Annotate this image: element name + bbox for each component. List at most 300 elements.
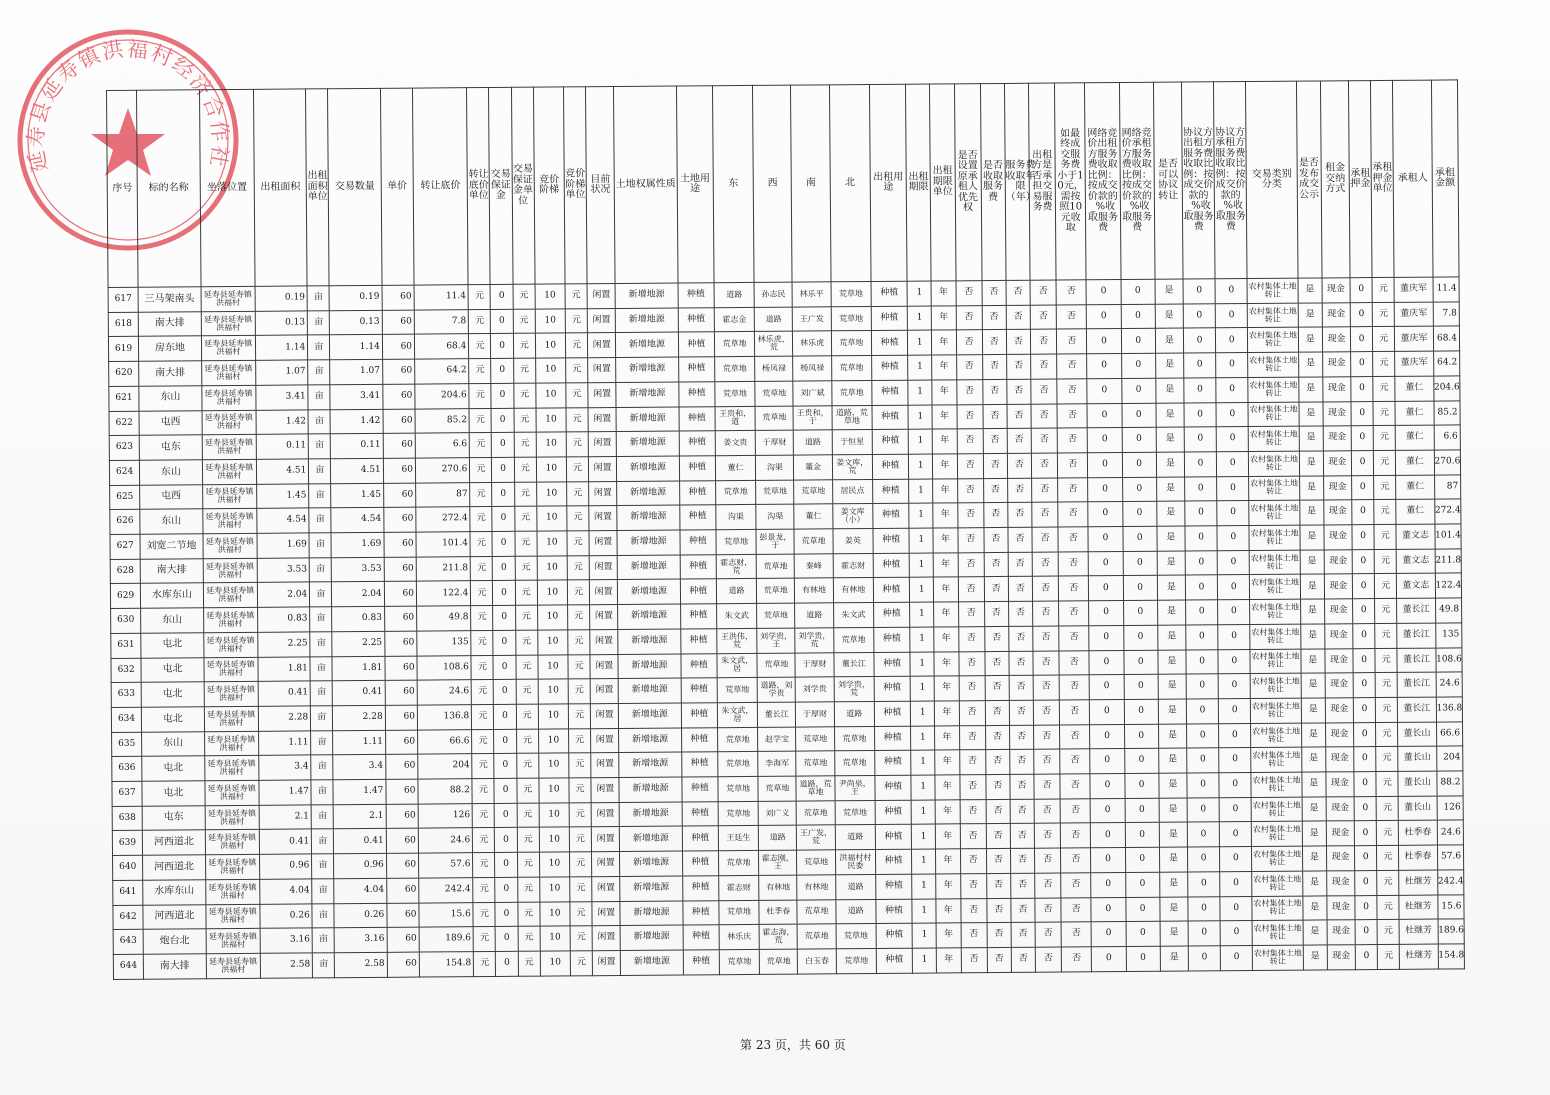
table-cell: 亩 (312, 854, 334, 879)
table-cell: 亩 (309, 508, 331, 533)
table-cell: 闲置 (592, 901, 620, 926)
table-cell: 霍志刚，王 (759, 850, 797, 875)
table-cell: 亩 (312, 879, 334, 904)
table-cell: 道路，荒草地 (832, 405, 872, 430)
table-cell: 闲置 (591, 778, 619, 803)
table-cell: 沟渠 (756, 504, 794, 529)
table-cell: 元 (469, 309, 491, 334)
table-cell: 0 (1188, 872, 1220, 897)
table-cell: 4.54 (331, 508, 384, 533)
table-cell: 元 (1377, 846, 1399, 871)
table-cell: 种植 (872, 380, 908, 405)
table-cell: 闲置 (589, 531, 617, 556)
table-cell: 屯北 (141, 657, 204, 682)
table-cell: 0 (1184, 402, 1216, 427)
table-cell: 种植 (683, 950, 719, 975)
table-cell: 否 (1058, 552, 1088, 577)
table-cell: 亩 (312, 903, 334, 928)
column-header: 承租人 (1393, 80, 1433, 277)
table-cell: 60 (387, 952, 419, 977)
table-cell: 10 (538, 630, 568, 655)
column-header: 承租押金 (1349, 81, 1373, 278)
table-cell: 0 (1217, 451, 1249, 476)
table-cell: 3.41 (330, 384, 383, 409)
table-cell: 10 (535, 333, 565, 358)
table-cell: 2.25 (258, 632, 311, 657)
table-cell: 否 (1030, 329, 1056, 354)
table-cell: 新增地源 (621, 950, 684, 976)
table-cell: 年 (934, 676, 958, 701)
table-cell: 新增地源 (620, 876, 683, 901)
table-cell: 董仁 (1396, 475, 1434, 500)
table-cell: 道路，荒草地 (796, 776, 834, 801)
table-cell: 亩 (310, 656, 332, 681)
table-cell: 农村集体土地转让 (1252, 822, 1303, 847)
table-cell: 新增地源 (618, 654, 681, 679)
table-cell: 0.96 (334, 853, 387, 878)
table-cell: 否 (1009, 626, 1033, 651)
table-cell: 108.6 (417, 655, 472, 680)
table-cell: 是 (1302, 821, 1326, 846)
table-cell: 0 (1351, 426, 1373, 451)
table-cell: 王贵和，于 (793, 405, 831, 430)
table-cell: 种植 (876, 948, 912, 973)
table-cell: 元 (567, 506, 589, 531)
table-cell: 637 (112, 781, 142, 806)
table-cell: 0 (1186, 674, 1218, 699)
table-cell: 元 (469, 383, 491, 408)
table-cell: 641 (113, 880, 143, 905)
table-cell: 元 (566, 407, 588, 432)
table-cell: 姜英 (833, 529, 873, 554)
table-cell: 135 (417, 630, 472, 655)
table-cell: 否 (1061, 947, 1091, 972)
table-cell: 元 (569, 827, 591, 852)
table-cell: 0 (492, 482, 514, 507)
table-cell: 元 (471, 630, 493, 655)
table-cell: 0 (1350, 302, 1372, 327)
table-cell: 否 (986, 849, 1010, 874)
table-cell: 15.6 (1437, 894, 1464, 919)
table-cell: 60 (386, 829, 418, 854)
column-header: 交易保证金单位 (511, 87, 535, 284)
table-cell: 1.69 (331, 532, 384, 557)
table-cell: 85.2 (415, 408, 470, 433)
table-cell: 0 (1185, 476, 1217, 501)
table-cell: 否 (983, 453, 1007, 478)
table-cell: 董长山 (1398, 771, 1436, 796)
table-cell: 0 (1186, 649, 1218, 674)
table-cell: 1.47 (333, 779, 386, 804)
table-cell: 元 (1377, 870, 1399, 895)
table-cell: 122.4 (1435, 573, 1462, 598)
table-cell: 于厚财 (755, 430, 793, 455)
table-cell: 否 (1011, 923, 1035, 948)
table-cell: 年 (935, 701, 959, 726)
table-cell: 0 (1352, 475, 1374, 500)
table-cell: 延寿县延寿镇洪福村 (205, 854, 260, 879)
table-cell: 0 (494, 680, 516, 705)
table-cell: 元 (472, 704, 494, 729)
table-cell: 否 (986, 873, 1010, 898)
table-cell: 0 (1350, 327, 1372, 352)
table-cell: 否 (986, 774, 1010, 799)
table-cell: 0 (1353, 623, 1375, 648)
table-cell: 种植 (876, 899, 912, 924)
table-cell: 是 (1156, 427, 1184, 452)
table-cell: 农村集体土地转让 (1250, 624, 1301, 649)
table-cell: 元 (1372, 277, 1394, 302)
table-cell: 闲置 (589, 555, 617, 580)
table-cell: 7.8 (1433, 302, 1460, 327)
table-cell: 新增地源 (616, 407, 679, 432)
table-cell: 元 (514, 506, 536, 531)
table-cell: 0 (1354, 747, 1376, 772)
table-cell: 1 (910, 577, 934, 602)
table-cell: 董长江 (1397, 598, 1435, 623)
table-cell: 否 (1032, 576, 1058, 601)
table-cell: 634 (111, 707, 141, 732)
table-cell: 1 (910, 676, 934, 701)
table-cell: 0 (1353, 698, 1375, 723)
table-cell: 10 (536, 383, 566, 408)
column-header: 序号 (107, 90, 139, 287)
table-cell: 年 (936, 849, 960, 874)
table-cell: 否 (958, 577, 984, 602)
table-cell: 否 (959, 725, 985, 750)
table-cell: 是 (1301, 747, 1325, 772)
table-cell: 是 (1160, 897, 1188, 922)
column-header: 土地用途 (676, 86, 714, 283)
table-cell: 杜继芳 (1400, 944, 1438, 969)
table-cell: 否 (1059, 700, 1089, 725)
table-cell: 是 (1303, 896, 1327, 921)
table-cell: 闲置 (589, 481, 617, 506)
column-header: 西 (753, 85, 793, 282)
table-cell: 延寿县延寿镇洪福村 (202, 410, 257, 435)
table-cell: 否 (982, 330, 1006, 355)
table-cell: 1.45 (257, 484, 310, 509)
table-cell: 154.8 (419, 952, 474, 977)
column-header: 出租期限单位 (930, 84, 956, 281)
table-cell: 种植 (679, 406, 715, 431)
table-cell: 元 (1374, 500, 1396, 525)
table-cell: 68.4 (414, 334, 469, 359)
table-cell: 元 (565, 284, 587, 309)
table-cell: 1 (912, 874, 936, 899)
table-cell: 年 (937, 948, 961, 973)
table-cell: 农村集体土地转让 (1250, 649, 1301, 674)
table-cell: 新增地源 (617, 481, 680, 506)
table-cell: 1 (912, 948, 936, 973)
table-cell: 荒草地 (834, 751, 874, 776)
table-cell: 126 (418, 803, 473, 828)
table-cell: 0 (1354, 772, 1376, 797)
table-cell: 0 (493, 630, 515, 655)
table-cell: 荒草地 (717, 727, 757, 752)
table-cell: 628 (110, 559, 140, 584)
column-header: 交易类别分类 (1246, 81, 1298, 278)
table-cell: 否 (1058, 502, 1088, 527)
table-cell: 元 (1373, 376, 1395, 401)
table-cell: 4.04 (260, 879, 313, 904)
table-cell: 0 (1126, 922, 1160, 947)
table-cell: 是 (1157, 551, 1185, 576)
table-cell: 204.6 (1433, 376, 1460, 401)
table-cell: 0 (1220, 847, 1252, 872)
table-cell: 元 (514, 457, 536, 482)
table-cell: 否 (1033, 675, 1059, 700)
table-cell: 2.28 (258, 706, 311, 731)
table-cell: 种植 (872, 405, 908, 430)
table-cell: 炮台北 (143, 929, 206, 954)
table-cell: 荒草地 (836, 924, 876, 949)
table-cell: 延寿县延寿镇洪福村 (204, 682, 259, 707)
table-cell: 元 (470, 433, 492, 458)
table-cell: 是 (1156, 378, 1184, 403)
table-cell: 否 (984, 552, 1008, 577)
table-cell: 亩 (312, 928, 334, 953)
table-cell: 延寿县延寿镇洪福村 (201, 360, 256, 385)
table-cell: 否 (1032, 527, 1058, 552)
table-cell: 0 (493, 556, 515, 581)
table-cell: 董长山 (1398, 722, 1436, 747)
table-cell: 10 (537, 506, 567, 531)
table-cell: 否 (986, 824, 1010, 849)
table-cell: 荒草地 (718, 752, 758, 777)
table-cell: 0 (1090, 699, 1124, 724)
table-cell: 是 (1298, 377, 1322, 402)
table-cell: 49.8 (417, 606, 472, 631)
table-cell: 1 (912, 899, 936, 924)
table-cell: 元 (473, 902, 495, 927)
table-cell: 元 (1374, 475, 1396, 500)
table-cell: 种植 (678, 307, 714, 332)
table-cell: 年 (936, 824, 960, 849)
table-cell: 延寿县延寿镇洪福村 (204, 731, 259, 756)
table-cell: 0 (496, 951, 518, 976)
table-cell: 新增地源 (616, 382, 679, 407)
table-cell: 延寿县延寿镇洪福村 (201, 336, 256, 361)
table-cell: 否 (1035, 873, 1061, 898)
table-cell: 年 (935, 750, 959, 775)
table-cell: 种植 (681, 727, 717, 752)
table-cell: 60 (385, 730, 417, 755)
table-cell: 元 (569, 802, 591, 827)
table-cell: 639 (112, 831, 142, 856)
table-cell: 种植 (682, 876, 718, 901)
table-cell: 6.6 (1434, 425, 1461, 450)
table-cell: 道路 (714, 282, 754, 307)
table-cell: 0 (1124, 675, 1158, 700)
table-cell: 否 (1060, 749, 1090, 774)
table-cell: 荒草地 (798, 924, 836, 949)
table-cell: 河西道北 (143, 904, 206, 929)
table-cell: 新增地源 (618, 629, 681, 654)
table-cell: 屯北 (142, 781, 205, 806)
column-header: 如最终成交服务费小于10元，需按照10元收取 (1055, 83, 1087, 280)
table-cell: 亩 (310, 681, 332, 706)
table-cell: 种植 (683, 900, 719, 925)
table-cell: 0 (1089, 675, 1123, 700)
table-cell: 是 (1300, 624, 1324, 649)
table-cell: 60 (385, 631, 417, 656)
table-cell: 0.26 (334, 903, 387, 928)
table-cell: 136.8 (1436, 697, 1463, 722)
table-cell: 荒草地 (715, 381, 755, 406)
table-cell: 元 (1376, 771, 1398, 796)
table-cell: 霍志财 (719, 875, 759, 900)
table-cell: 荒草地 (797, 801, 835, 826)
table-cell: 57.6 (418, 853, 473, 878)
table-cell: 农村集体土地转让 (1252, 920, 1303, 945)
table-cell: 2.58 (335, 952, 388, 977)
table-cell: 亩 (309, 459, 331, 484)
table-cell: 617 (108, 287, 138, 312)
table-cell: 否 (956, 355, 982, 380)
table-cell: 道路 (794, 430, 832, 455)
table-cell: 农村集体土地转让 (1249, 525, 1300, 550)
table-cell: 0 (1355, 870, 1377, 895)
table-cell: 年 (935, 775, 959, 800)
table-cell: 60 (386, 804, 418, 829)
table-cell: 亩 (308, 385, 330, 410)
table-cell: 林乐虎 (793, 331, 831, 356)
table-cell: 否 (958, 552, 984, 577)
table-cell: 644 (113, 954, 143, 979)
table-cell: 否 (1060, 724, 1090, 749)
table-cell: 荒草地 (716, 529, 756, 554)
table-cell: 是 (1155, 279, 1183, 304)
table-cell: 元 (570, 951, 592, 976)
table-cell: 元 (1377, 920, 1399, 945)
table-cell: 否 (984, 626, 1008, 651)
table-cell: 否 (1033, 725, 1059, 750)
table-cell: 种植 (875, 775, 911, 800)
table-cell: 1 (911, 800, 935, 825)
table-cell: 否 (1060, 823, 1090, 848)
table-cell: 是 (1300, 599, 1324, 624)
table-cell: 亩 (309, 483, 331, 508)
table-cell: 荒草地 (831, 331, 871, 356)
table-cell: 刘学贵 (796, 677, 834, 702)
table-cell: 87 (416, 482, 471, 507)
table-cell: 10 (538, 654, 568, 679)
table-cell: 现金 (1327, 871, 1355, 896)
table-cell: 元 (516, 729, 538, 754)
table-cell: 是 (1299, 500, 1323, 525)
table-cell: 道路 (795, 603, 833, 628)
table-cell: 否 (1034, 774, 1060, 799)
table-cell: 60 (383, 384, 415, 409)
table-cell: 延寿县延寿镇洪福村 (205, 830, 260, 855)
table-cell: 元 (569, 852, 591, 877)
table-cell: 闲置 (588, 333, 616, 358)
column-header: 南 (791, 85, 831, 282)
table-cell: 种植 (678, 357, 714, 382)
table-cell: 0 (1124, 724, 1158, 749)
table-cell: 董仁 (1395, 401, 1433, 426)
table-cell: 闲置 (591, 753, 619, 778)
table-cell: 杜季春 (1399, 821, 1437, 846)
table-cell: 年 (934, 553, 958, 578)
column-header: 网络竞价承租方服务费收取比例：按成交价款的_%收取服务费 (1119, 82, 1155, 279)
table-cell: 种植 (875, 849, 911, 874)
table-cell: 荒草地 (835, 800, 875, 825)
table-cell: 元 (1376, 821, 1398, 846)
table-cell: 现金 (1324, 574, 1352, 599)
table-cell: 否 (1060, 799, 1090, 824)
table-cell: 126 (1437, 796, 1464, 821)
table-cell: 年 (934, 651, 958, 676)
table-cell: 64.2 (1433, 351, 1460, 376)
table-cell: 0 (1121, 304, 1155, 329)
table-cell: 0 (1187, 822, 1219, 847)
table-cell: 0 (1218, 698, 1250, 723)
table-cell: 88.2 (1436, 771, 1463, 796)
table-cell: 闲置 (587, 284, 615, 309)
table-cell: 3.41 (256, 385, 309, 410)
table-cell: 水库东山 (141, 583, 204, 608)
table-cell: 60 (385, 705, 417, 730)
table-cell: 董仁 (1396, 450, 1434, 475)
table-cell: 农村集体土地转让 (1249, 426, 1300, 451)
table-cell: 3.16 (260, 928, 313, 953)
table-cell: 否 (960, 799, 986, 824)
table-cell: 否 (1010, 799, 1034, 824)
table-cell: 60 (382, 359, 414, 384)
table-cell: 种植 (872, 429, 908, 454)
table-cell: 0 (1216, 377, 1248, 402)
table-cell: 0 (495, 803, 517, 828)
table-cell: 否 (959, 775, 985, 800)
table-cell: 66.6 (418, 729, 473, 754)
table-cell: 否 (1032, 502, 1058, 527)
table-cell: 闲置 (592, 852, 620, 877)
table-cell: 是 (1303, 945, 1327, 970)
table-cell: 种植 (679, 456, 715, 481)
table-cell: 荒草地 (831, 306, 871, 331)
table-cell: 董仁 (1395, 376, 1433, 401)
table-cell: 南大排 (140, 558, 203, 583)
table-cell: 272.4 (416, 507, 471, 532)
table-cell: 0 (493, 581, 515, 606)
table-cell: 元 (473, 927, 495, 952)
table-cell: 元 (568, 679, 590, 704)
table-cell: 种植 (680, 530, 716, 555)
table-cell: 于恒星 (832, 430, 872, 455)
table-cell: 三马架南头 (138, 287, 201, 312)
table-cell: 24.6 (417, 680, 472, 705)
table-cell: 0 (1124, 699, 1158, 724)
table-cell: 64.2 (415, 359, 470, 384)
table-cell: 年 (935, 800, 959, 825)
table-cell: 杨凤禄 (793, 356, 831, 381)
table-cell: 种植 (682, 851, 718, 876)
table-cell: 种植 (682, 826, 718, 851)
table-cell: 11.4 (414, 285, 469, 310)
table-cell: 1 (907, 281, 931, 306)
table-cell: 否 (982, 379, 1006, 404)
column-header: 网络竞价出租方服务费收取比例：按成交价款的_%收取服务费 (1085, 83, 1121, 280)
table-cell: 元 (1374, 549, 1396, 574)
table-cell: 董庆军 (1394, 277, 1432, 302)
table-header-row (107, 80, 1460, 288)
table-cell: 否 (1058, 527, 1088, 552)
table-cell: 211.8 (416, 556, 471, 581)
table-cell: 荒草地 (718, 801, 758, 826)
table-cell: 2.1 (259, 805, 312, 830)
